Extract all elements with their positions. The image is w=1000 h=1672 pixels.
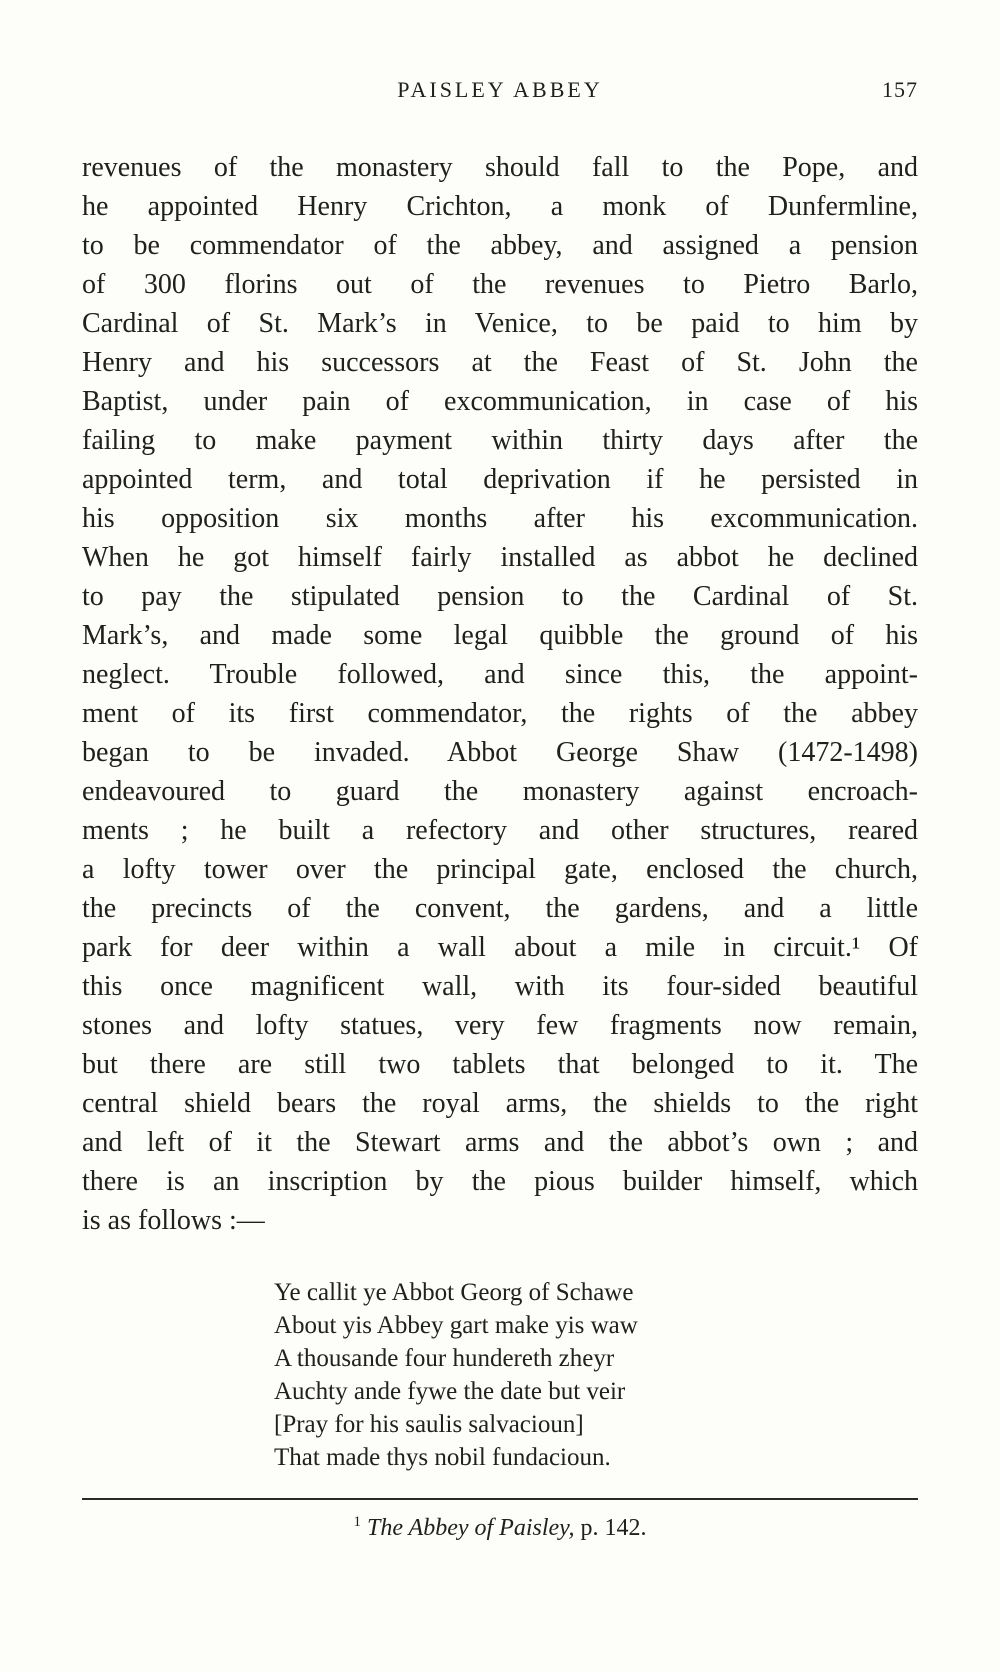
text-line: but there are still two tablets that belonged to it. The [82, 1049, 918, 1080]
footnote-book-title: The Abbey of Paisley, [366, 1515, 575, 1541]
text-line: a lofty tower over the principal gate, enclosed the church, [82, 854, 918, 885]
text-line: Henry and his successors at the Feast of St. John the [82, 347, 918, 378]
text-line: of 300 florins out of the revenues to Pietro Barlo, [82, 269, 918, 300]
text-line: began to be invaded. Abbot George Shaw (1472-1498) [82, 737, 918, 768]
verse-line: [Pray for his saulis salvacioun] [274, 1411, 584, 1438]
text-line: is as follows :— [82, 1205, 265, 1236]
footnote-marker: 1 [353, 1514, 361, 1530]
page-number: 157 [882, 77, 918, 102]
text-line: endeavoured to guard the monastery against encroach- [82, 776, 918, 807]
text-line: Mark’s, and made some legal quibble the ground of his [82, 620, 918, 651]
text-line: the precincts of the convent, the gardens, and a little [82, 893, 918, 924]
text-line: ment of its first commendator, the rights of the abbey [82, 698, 918, 729]
text-line: and left of it the Stewart arms and the abbot’s own ; and [82, 1127, 918, 1158]
text-line: stones and lofty statues, very few fragments now remain, [82, 1010, 918, 1041]
text-line: central shield bears the royal arms, the shields to the right [82, 1088, 918, 1119]
text-line: this once magnificent wall, with its four-sided beautiful [82, 971, 918, 1002]
running-head [82, 76, 918, 104]
text-line: he appointed Henry Crichton, a monk of Dunfermline, [82, 191, 918, 222]
text-line: Cardinal of St. Mark’s in Venice, to be paid to him by [82, 308, 918, 339]
text-line: failing to make payment within thirty days after the [82, 425, 918, 456]
verse-line: About yis Abbey gart make yis waw [274, 1312, 638, 1339]
main-paragraph [82, 148, 918, 1240]
inscription-verse [274, 1276, 918, 1474]
text-line: revenues of the monastery should fall to the Pope, and [82, 152, 918, 183]
footnote-rule [82, 1498, 918, 1500]
text-line: ments ; he built a refectory and other structures, reared [82, 815, 918, 846]
text-line: park for deer within a wall about a mile in circuit.¹ Of [82, 932, 918, 963]
running-title: PAISLEY ABBEY [397, 77, 603, 102]
text-line: neglect. Trouble followed, and since this, the appoint- [82, 659, 918, 690]
text-line: to be commendator of the abbey, and assigned a pension [82, 230, 918, 261]
footnote-page-ref: p. 142. [580, 1515, 647, 1541]
text-line: his opposition six months after his excommunication. [82, 503, 918, 534]
verse-line: Auchty ande fywe the date but veir [274, 1378, 626, 1405]
verse-line: That made thys nobil fundacioun. [274, 1444, 611, 1471]
verse-line: Ye callit ye Abbot Georg of Schawe [274, 1279, 634, 1306]
text-line: Baptist, under pain of excommunication, in case of his [82, 386, 918, 417]
text-line: there is an inscription by the pious builder himself, which [82, 1166, 918, 1197]
text-line: appointed term, and total deprivation if he persisted in [82, 464, 918, 495]
text-line: to pay the stipulated pension to the Cardinal of St. [82, 581, 918, 612]
text-line: When he got himself fairly installed as abbot he declined [82, 542, 918, 573]
footnote [82, 1514, 918, 1542]
verse-line: A thousande four hundereth zheyr [274, 1345, 615, 1372]
